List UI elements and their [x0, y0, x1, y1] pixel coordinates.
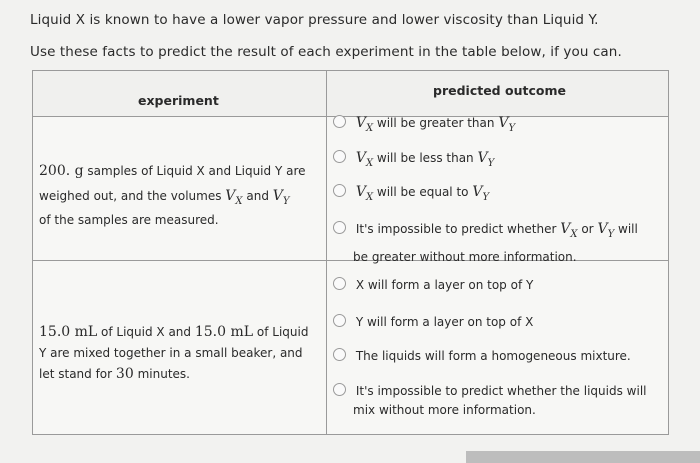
option-1-4[interactable]: It's impossible to predict whether $V_X$ or $V_Y$ will be greater without more information. [333, 218, 638, 268]
option-2-1[interactable]: X will form a layer on top of Y [333, 277, 533, 292]
option-1-2[interactable]: $V_X$ will be less than $V_Y$ [333, 150, 494, 169]
option-1-3[interactable]: $V_X$ will be equal to $V_Y$ [333, 184, 489, 203]
radio-button[interactable] [333, 184, 346, 197]
radio-button[interactable] [333, 115, 346, 128]
radio-button[interactable] [333, 150, 346, 163]
option-2-3[interactable]: The liquids will form a homogeneous mixture. [333, 348, 631, 363]
radio-button[interactable] [333, 277, 346, 290]
experiment-table [32, 70, 669, 435]
option-1-1[interactable]: $V_X$ will be greater than $V_Y$ [333, 115, 515, 134]
header-experiment: experiment [138, 93, 219, 108]
radio-button[interactable] [333, 221, 346, 234]
column-divider [326, 71, 327, 434]
radio-button[interactable] [333, 383, 346, 396]
option-2-2[interactable]: Y will form a layer on top of X [333, 314, 533, 329]
radio-button[interactable] [333, 348, 346, 361]
experiment-2-text: 15.0 mL of Liquid X and 15.0 mL of Liquid Y are mixed together in a small beaker, and let stand for 30 minutes. [39, 324, 309, 382]
option-2-4[interactable]: It's impossible to predict whether the liquids will mix without more information. [333, 382, 646, 420]
radio-button[interactable] [333, 314, 346, 327]
experiment-1-text: 200. g samples of Liquid X and Liquid Y are weighed out, and the volumes $V_X$ and $V_Y$ of the samples are measured. [39, 163, 306, 227]
header-predicted-outcome: predicted outcome [433, 83, 566, 98]
table-header [33, 71, 668, 117]
bottom-toolbar-edge [466, 451, 700, 463]
intro-line-2: Use these facts to predict the result of each experiment in the table below, if you can. [30, 44, 622, 60]
intro-line-1: Liquid X is known to have a lower vapor pressure and lower viscosity than Liquid Y. [30, 12, 599, 28]
